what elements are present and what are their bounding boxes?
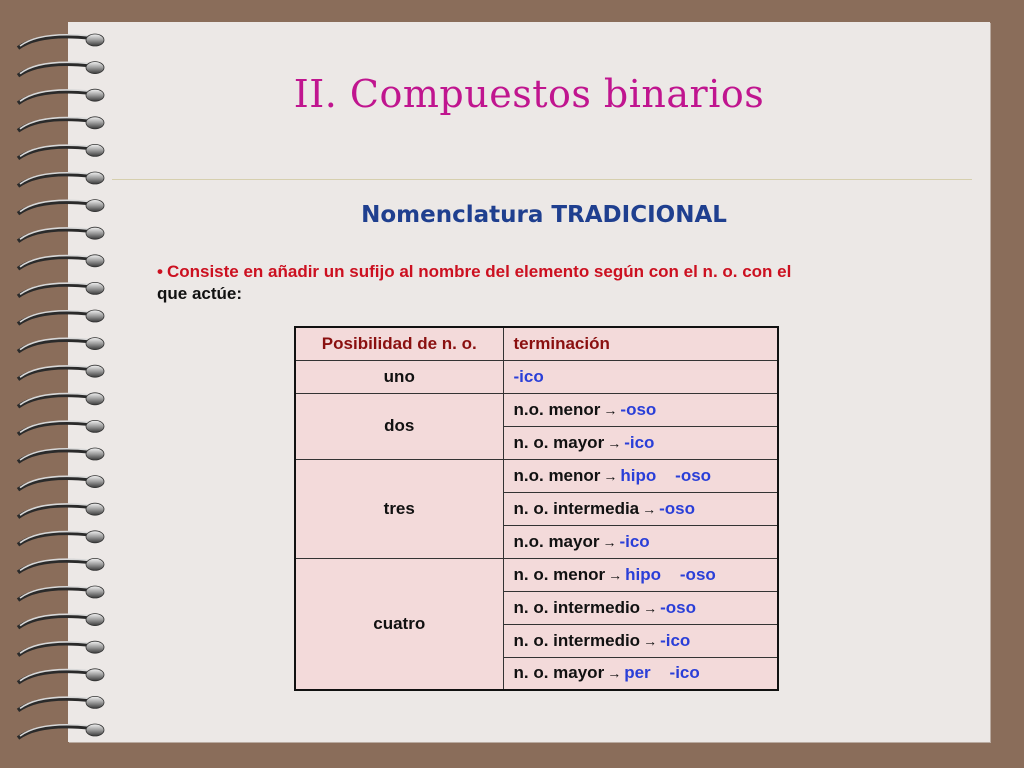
bullet-text-line2: que actúe: bbox=[157, 284, 243, 303]
termination-cell bbox=[503, 360, 778, 393]
arrow-right-icon: → bbox=[643, 599, 658, 616]
arrow-right-icon: → bbox=[603, 401, 618, 418]
oxidation-state-label: n. o. intermedia bbox=[513, 498, 640, 518]
arrow-right-icon: → bbox=[602, 533, 617, 550]
table-row bbox=[295, 393, 778, 426]
bullet-text: en añadir un sufijo al nombre del elemento según con el n. o. con el bbox=[238, 262, 792, 281]
termination-cell bbox=[503, 426, 778, 459]
oxidation-state-label: n. o. intermedio bbox=[513, 630, 641, 650]
oxidation-state-label: n.o. menor bbox=[513, 399, 601, 419]
oxidation-state-label: n. o. menor bbox=[513, 564, 606, 584]
arrow-right-icon: → bbox=[603, 467, 618, 484]
suffix-label: -ico bbox=[513, 366, 544, 386]
termination-cell bbox=[503, 624, 778, 657]
arrow-right-icon: → bbox=[607, 434, 622, 451]
arrow-right-icon: → bbox=[607, 665, 622, 682]
possibility-cell: tres bbox=[295, 459, 503, 558]
header-termination: terminación bbox=[503, 327, 778, 360]
termination-cell bbox=[503, 459, 778, 492]
table-row bbox=[295, 558, 778, 591]
suffix-label: -oso bbox=[660, 597, 696, 617]
oxidation-state-label: n. o. intermedio bbox=[513, 597, 641, 617]
possibility-cell: dos bbox=[295, 393, 503, 459]
termination-cell bbox=[503, 558, 778, 591]
possibility-cell: uno bbox=[295, 360, 503, 393]
termination-cell bbox=[503, 393, 778, 426]
suffix-label: hipo -oso bbox=[625, 564, 716, 584]
suffix-label: -oso bbox=[620, 399, 657, 419]
table-row bbox=[295, 360, 778, 393]
arrow-right-icon: → bbox=[643, 632, 658, 649]
bullet-keyword: Consiste bbox=[166, 262, 239, 281]
slide-title: II. Compuestos binarios bbox=[293, 72, 765, 116]
slide-subtitle: Nomenclatura TRADICIONAL bbox=[361, 202, 727, 228]
suffix-label: -ico bbox=[619, 531, 650, 551]
oxidation-state-label: n. o. mayor bbox=[513, 663, 605, 683]
bullet-dot-icon: • bbox=[157, 262, 163, 281]
suffix-label: hipo -oso bbox=[620, 465, 712, 485]
bullet-paragraph bbox=[157, 261, 957, 305]
suffix-label: per -ico bbox=[624, 663, 700, 683]
oxidation-state-label: n.o. mayor bbox=[513, 531, 600, 551]
arrow-right-icon: → bbox=[642, 500, 657, 517]
suffix-label: -ico bbox=[624, 432, 655, 452]
nomenclature-table bbox=[294, 326, 779, 691]
title-divider bbox=[112, 179, 972, 180]
termination-cell bbox=[503, 591, 778, 624]
arrow-right-icon: → bbox=[608, 566, 623, 583]
suffix-label: -oso bbox=[659, 498, 696, 518]
oxidation-state-label: n. o. mayor bbox=[513, 432, 605, 452]
oxidation-state-label: n.o. menor bbox=[513, 465, 601, 485]
possibility-cell: cuatro bbox=[295, 558, 503, 690]
termination-cell bbox=[503, 492, 778, 525]
termination-cell bbox=[503, 657, 778, 690]
termination-cell bbox=[503, 525, 778, 558]
table-header-row bbox=[295, 327, 778, 360]
header-possibility: Posibilidad de n. o. bbox=[295, 327, 503, 360]
table-row bbox=[295, 459, 778, 492]
suffix-label: -ico bbox=[660, 630, 691, 650]
